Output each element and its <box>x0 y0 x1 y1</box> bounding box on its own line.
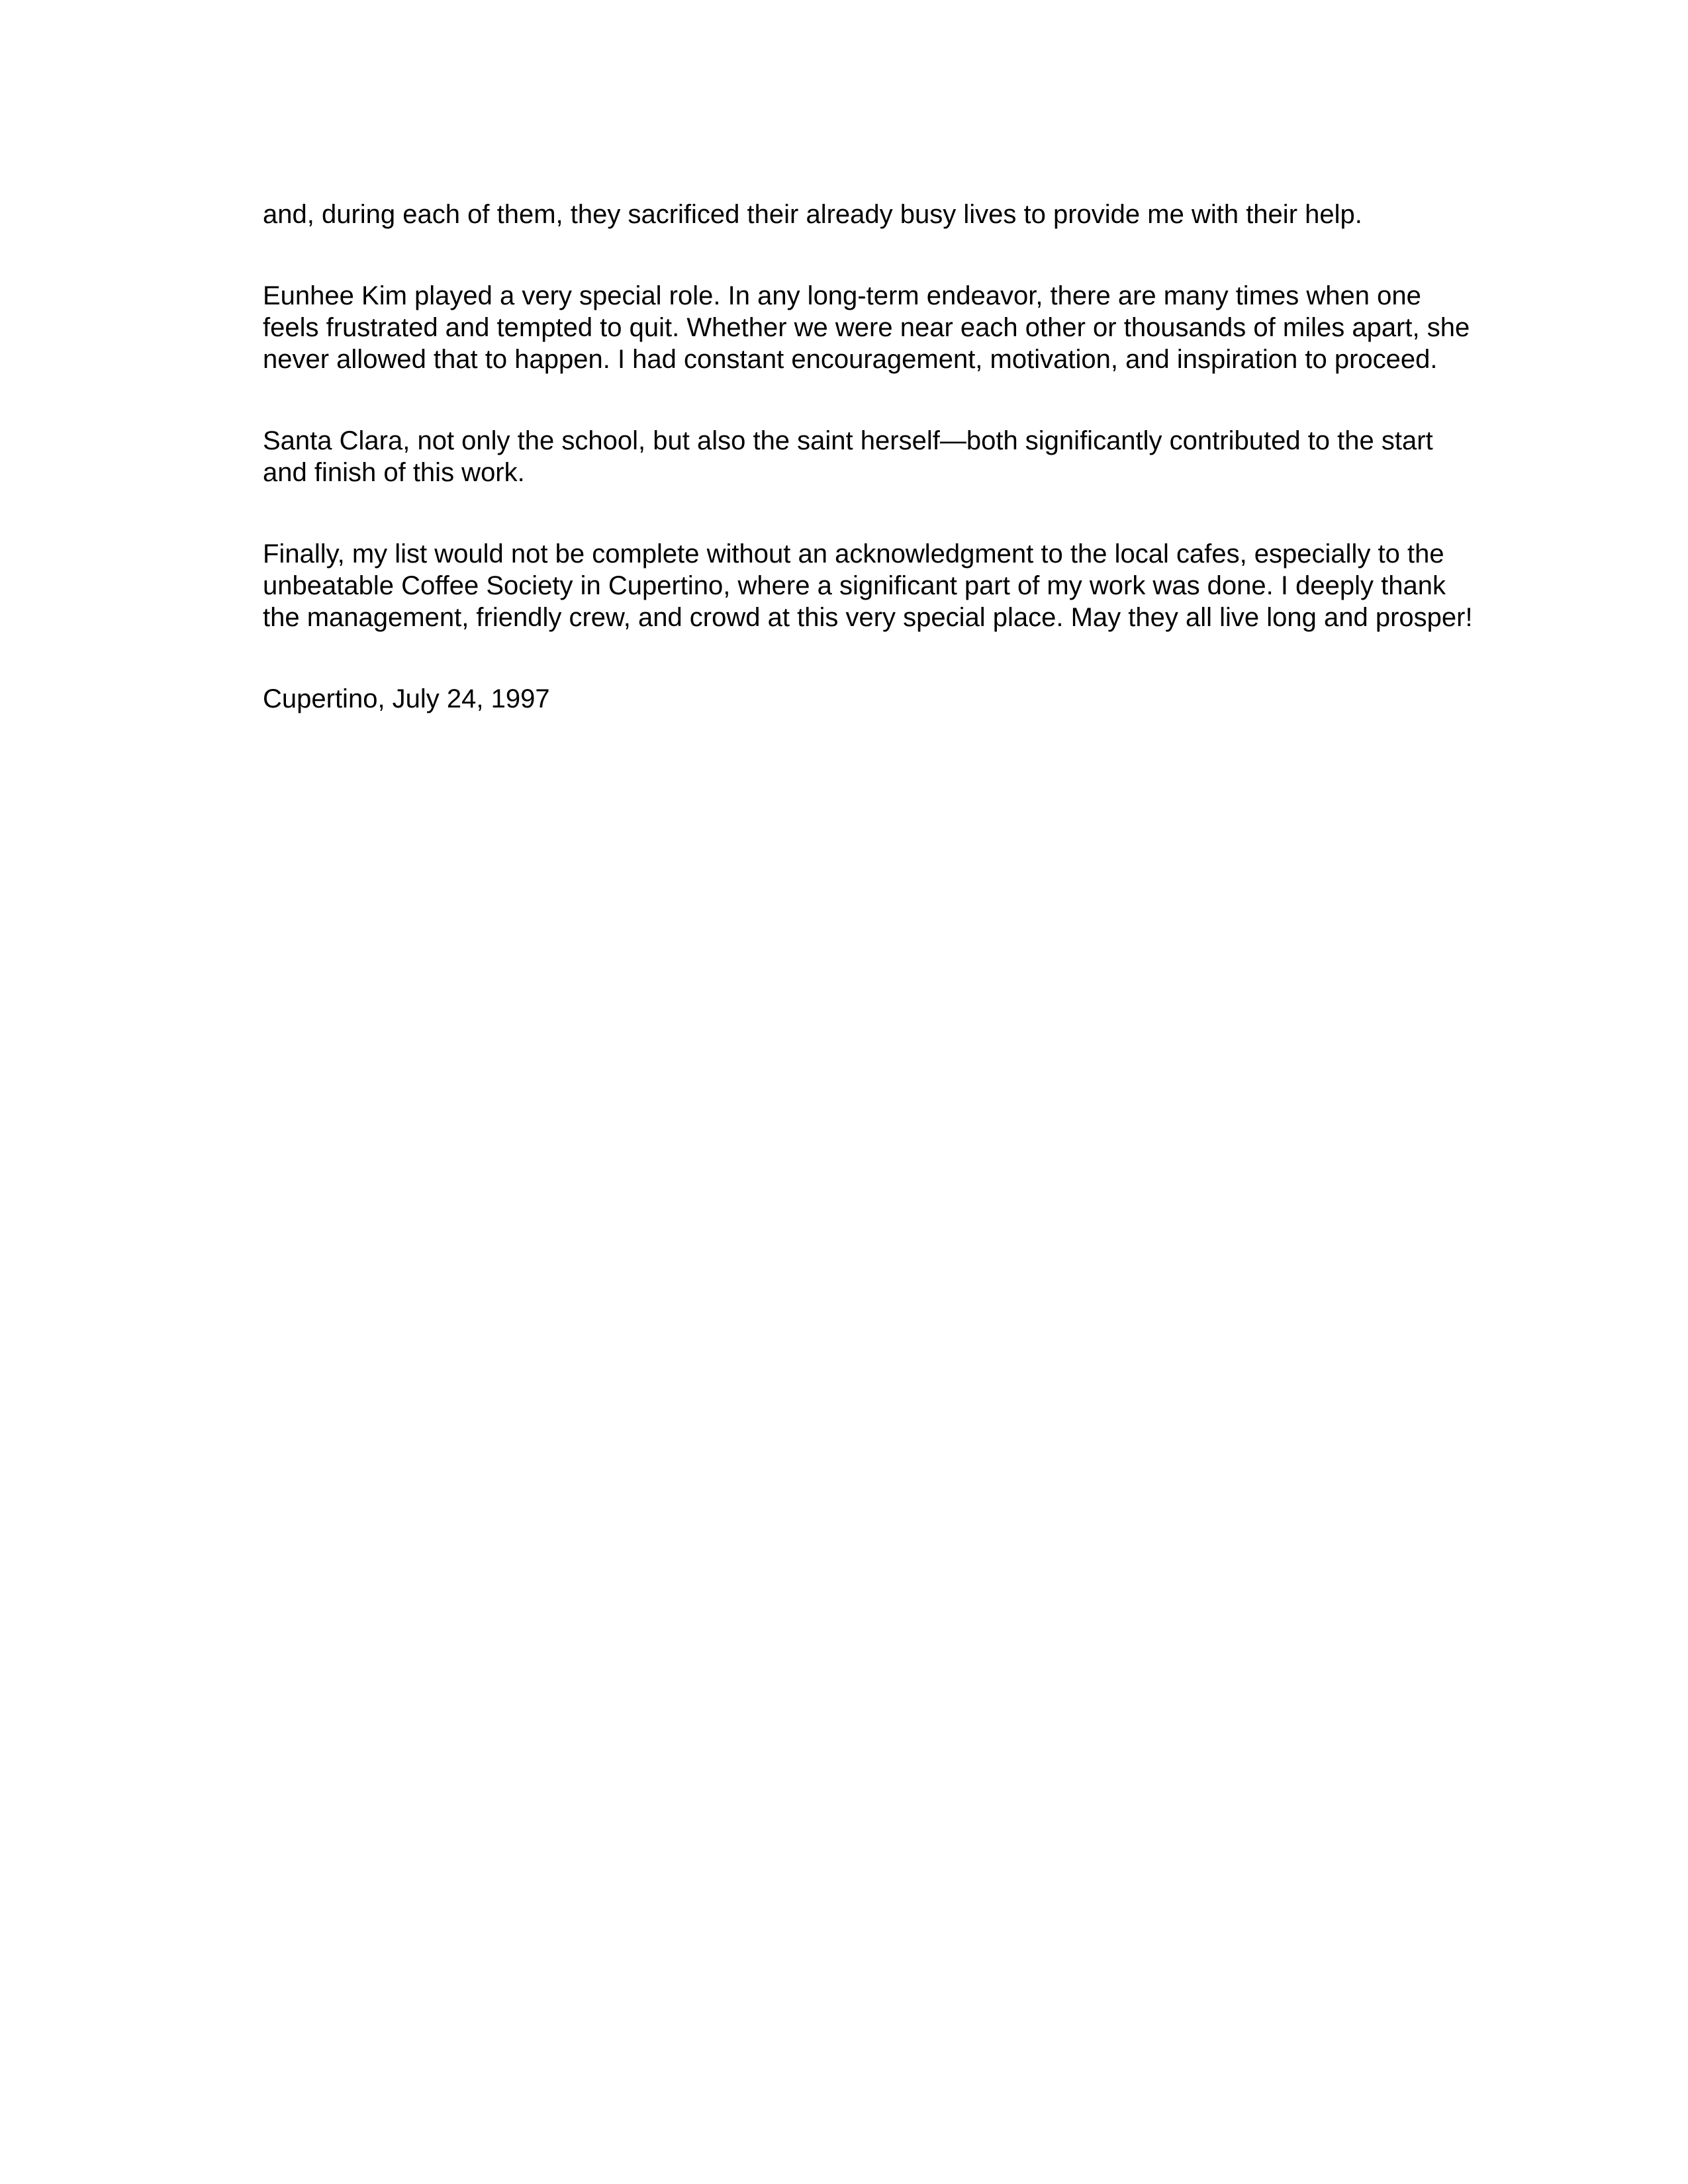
acknowledgments-text <box>263 199 1474 715</box>
paragraph-eunhee-kim: Eunhee Kim played a very special role. In any long-term endeavor, there are many times when one feels frustrated and tempted to quit. Whether we were near each other or thousands of miles apart, she never allowed that to happen. I had constant encouragement, motivation, and inspiration to proceed. <box>263 281 1470 374</box>
paragraph-santa-clara: Santa Clara, not only the school, but also the saint herself—both significantly contributed to the start and finish of this work. <box>263 426 1433 487</box>
paragraph-continuation: and, during each of them, they sacrificed their already busy lives to provide me with their help. <box>263 200 1362 229</box>
signature-place-date: Cupertino, July 24, 1997 <box>263 684 550 713</box>
paragraph-coffee-society: Finally, my list would not be complete without an acknowledgment to the local cafes, especially to the unbeatable Coffee Society in Cupertino, where a significant part of my work was done. I deeply thank the management, friendly crew, and crowd at this very special place. May they all live long and prosper! <box>263 539 1473 632</box>
